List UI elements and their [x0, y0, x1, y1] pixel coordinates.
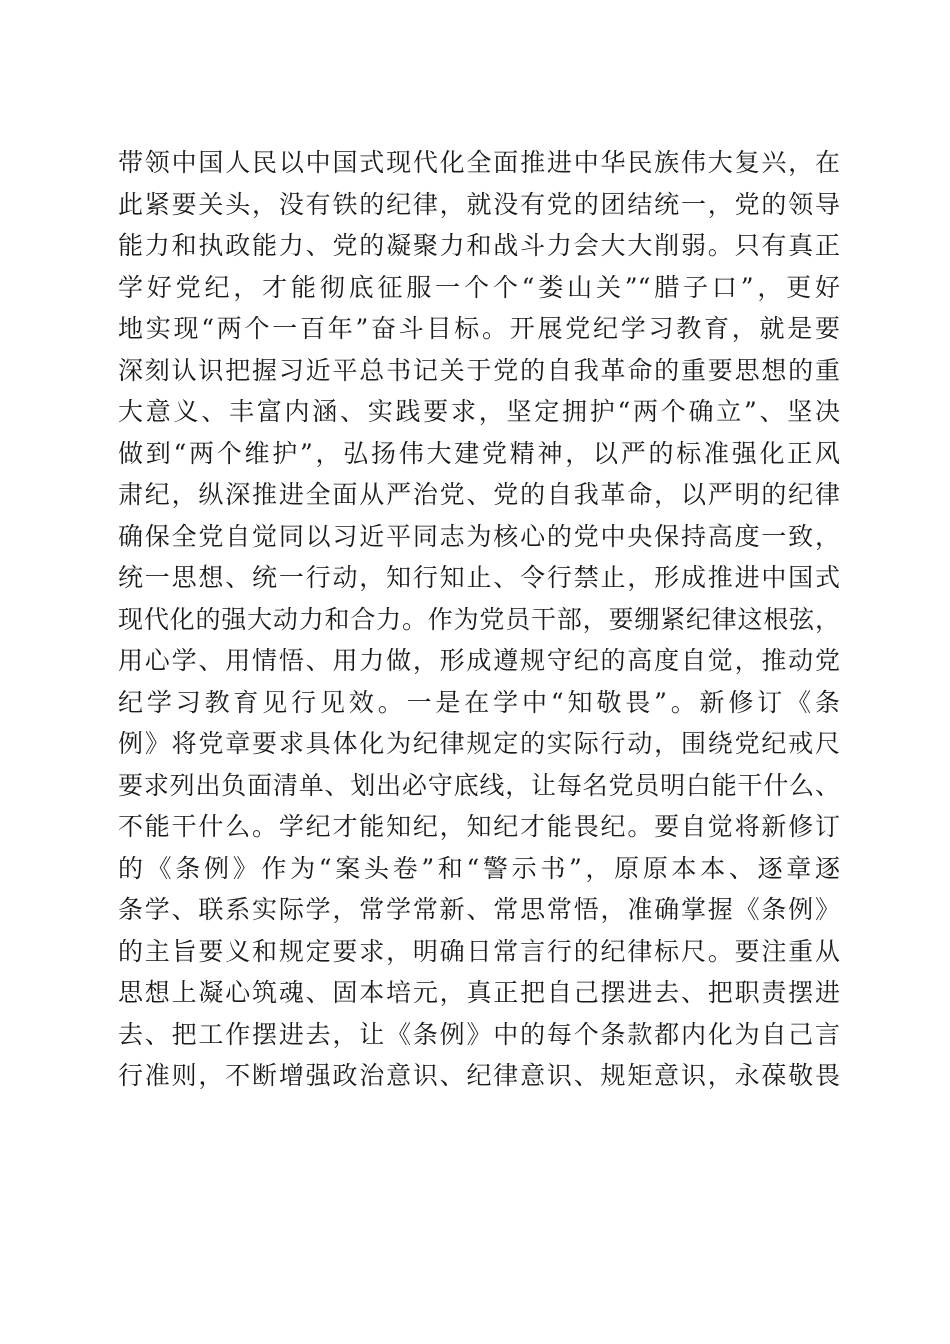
text-line: 确保全党自觉同以习近平同志为核心的党中央保持高度一致，	[118, 521, 840, 551]
text-line: 地实现“两个一百年”奋斗目标。开展党纪学习教育，就是要	[118, 314, 840, 343]
text-line: 的主旨要义和规定要求，明确日常言行的纪律标尺。要注重从	[118, 936, 840, 966]
text-line: 要求列出负面清单、划出必守底线，让每名党员明白能干什么、	[118, 770, 840, 800]
text-line: 此紧要关头，没有铁的纪律，就没有党的团结统一，党的领导	[118, 189, 840, 219]
text-line: 例》将党章要求具体化为纪律规定的实际行动，围绕党纪戒尺	[118, 729, 840, 758]
text-line: 纪学习教育见行见效。一是在学中“知敬畏”。新修订《条	[118, 687, 840, 717]
text-line: 带领中国人民以中国式现代化全面推进中华民族伟大复兴，在	[118, 148, 840, 177]
text-line: 思想上凝心筑魂、固本培元，真正把自己摆进去、把职责摆进	[118, 978, 840, 1007]
text-line: 能力和执政能力、党的凝聚力和战斗力会大大削弱。只有真正	[118, 231, 840, 260]
text-line: 深刻认识把握习近平总书记关于党的自我革命的重要思想的重	[118, 355, 840, 385]
text-line: 做到“两个维护”，弘扬伟大建党精神，以严的标准强化正风	[118, 438, 840, 468]
text-line: 肃纪，纵深推进全面从严治党、党的自我革命，以严明的纪律	[118, 480, 840, 509]
text-line: 行准则，不断增强政治意识、纪律意识、规矩意识，永葆敬畏	[118, 1061, 840, 1090]
body-paragraph	[118, 142, 840, 1097]
text-line: 现代化的强大动力和合力。作为党员干部，要绷紧纪律这根弦，	[118, 604, 840, 634]
text-line: 统一思想、统一行动，知行知止、令行禁止，形成推进中国式	[118, 563, 840, 592]
text-line: 条学、联系实际学，常学常新、常思常悟，准确掌握《条例》	[118, 895, 840, 924]
text-line: 学好党纪，才能彻底征服一个个“娄山关”“腊子口”，更好	[118, 272, 840, 302]
text-line: 大意义、丰富内涵、实践要求，坚定拥护“两个确立”、坚决	[118, 397, 840, 426]
text-line: 不能干什么。学纪才能知纪，知纪才能畏纪。要自觉将新修订	[118, 812, 840, 841]
text-line: 的《条例》作为“案头卷”和“警示书”，原原本本、逐章逐	[118, 853, 840, 883]
text-line: 去、把工作摆进去，让《条例》中的每个条款都内化为自己言	[118, 1019, 840, 1049]
text-line: 用心学、用情悟、用力做，形成遵规守纪的高度自觉，推动党	[118, 646, 840, 675]
